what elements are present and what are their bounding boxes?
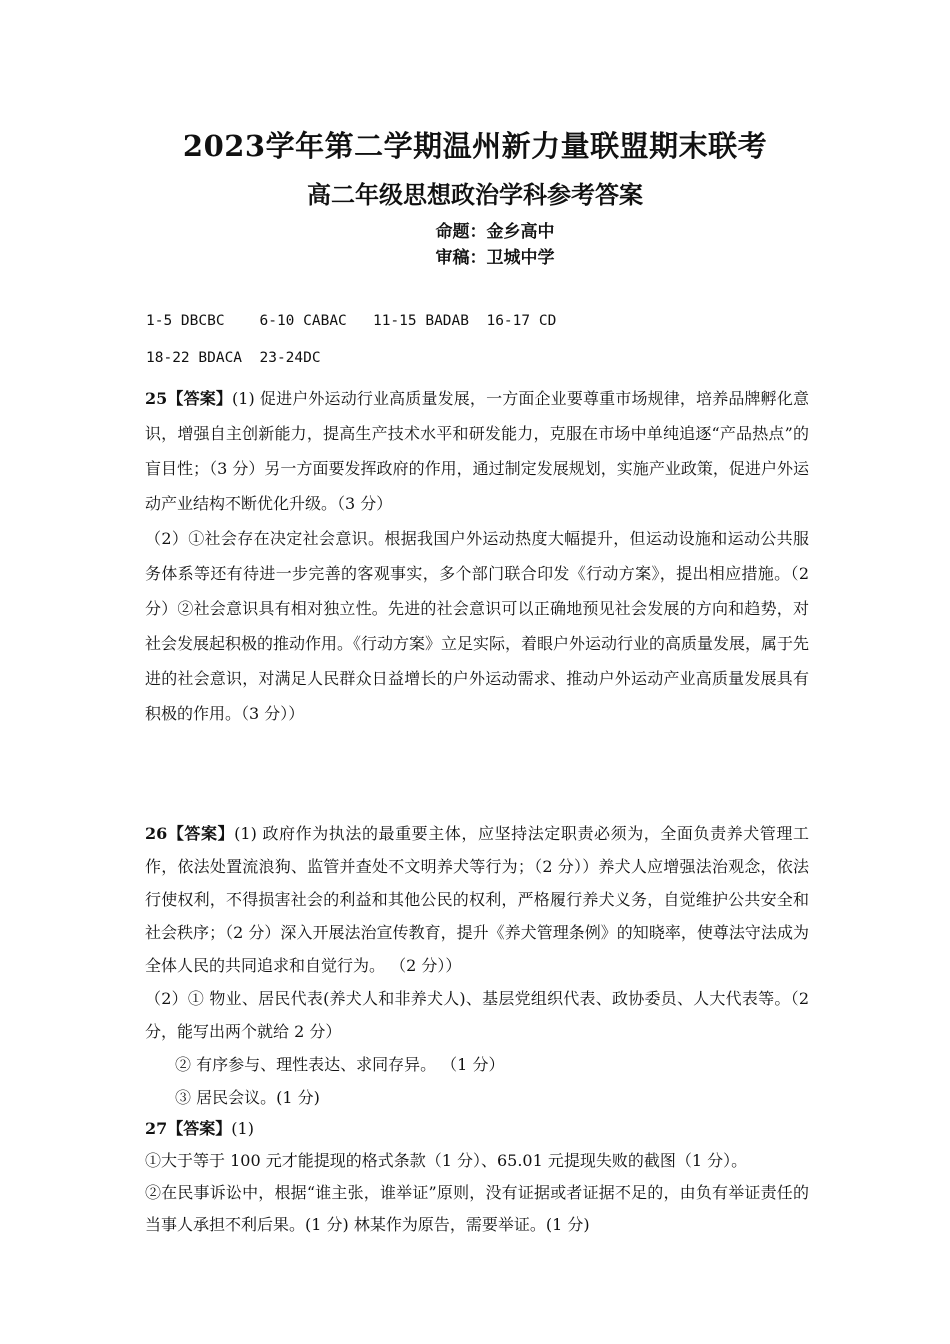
author-text: 命题：金乡高中 xyxy=(435,222,555,242)
question-25-answer xyxy=(145,381,809,731)
q27-part0: (1) xyxy=(231,1119,254,1138)
q25-label: 25【答案】 xyxy=(145,389,233,408)
q26-part1 xyxy=(145,817,809,982)
q26-part4: ③ 居民会议。(1 分) xyxy=(175,1088,320,1107)
q27-item2: ②在民事诉讼中，根据“谁主张，谁举证”原则，没有证据或者证据不足的，由负有举证责任的当事人承担不利后果。(1 分) 林某作为原告，需要举证。(1 分) xyxy=(145,1183,809,1234)
q27-header xyxy=(145,1113,809,1145)
question-27-answer xyxy=(145,1113,809,1241)
q26-part2: （2）① 物业、居民代表(养犬人和非养犬人)、基层党组织代表、政协委员、人大代表等。（2 分，能写出两个就给 2 分） xyxy=(145,989,809,1041)
q25-part1-text: (1) 促进户外运动行业高质量发展，一方面企业要尊重市场规律，培养品牌孵化意识，增强自主创新能力，提高生产技术水平和研发能力，克服在市场中单纯追逐“产品热点”的盲目性；（3 分）另一方面要发挥政府的作用，通过制定发展规划，实施产业政策，促进户外运动产业结构不断优化升级。（3 分） xyxy=(145,389,809,513)
q25-part1 xyxy=(145,381,809,521)
q27-label: 27【答案】 xyxy=(145,1119,232,1138)
q26-part3: ② 有序参与、理性表达、求同存异。 （1 分） xyxy=(175,1055,505,1074)
q26-part1-text: (1) 政府作为执法的最重要主体，应坚持法定职责必须为，全面负责养犬管理工作，依法处置流浪狗、监管并查处不文明养犬等行为；（2 分））养犬人应增强法治观念，依法行使权利，不得损害社会的利益和其他公民的权利，严格履行养犬义务，自觉维护公共安全和社会秩序；（2 分）深入开展法治宣传教育，提升《养犬管理条例》的知晓率，使尊法守法成为全体人民的共同追求和自觉行为。 （2 分）） xyxy=(145,824,809,975)
document-title: 2023学年第二学期温州新力量联盟期末联考 xyxy=(182,129,768,163)
question-26-answer xyxy=(145,817,809,1114)
author-line xyxy=(0,217,950,242)
reviewer-line xyxy=(0,243,950,268)
q26-label: 26【答案】 xyxy=(145,824,235,843)
q27-item1: ①大于等于 100 元才能提现的格式条款（1 分）、65.01 元提现失败的截图（1 分）。 xyxy=(145,1151,748,1170)
choice-answers-line-2: 18-22 BDACA 23-24DC xyxy=(146,350,321,366)
reviewer-text: 审稿：卫城中学 xyxy=(435,248,555,268)
choice-answers-line-1: 1-5 DBCBC 6-10 CABAC 11-15 BADAB 16-17 CD xyxy=(146,313,557,329)
q25-part2: （2）①社会存在决定社会意识。根据我国户外运动热度大幅提升，但运动设施和运动公共服务体系等还有待进一步完善的客观事实，多个部门联合印发《行动方案》，提出相应措施。（2 分）②社会意识具有相对独立性。先进的社会意识可以正确地预见社会发展的方向和趋势，对社会发展起积极的推动作用。《行动方案》立足实际，着眼户外运动行业的高质量发展，属于先进的社会意识，对满足人民群众日益增长的户外运动需求、推动户外运动产业高质量发展具有积极的作用。（3 分）） xyxy=(145,529,810,723)
document-subtitle: 高二年级思想政治学科参考答案 xyxy=(307,180,643,209)
